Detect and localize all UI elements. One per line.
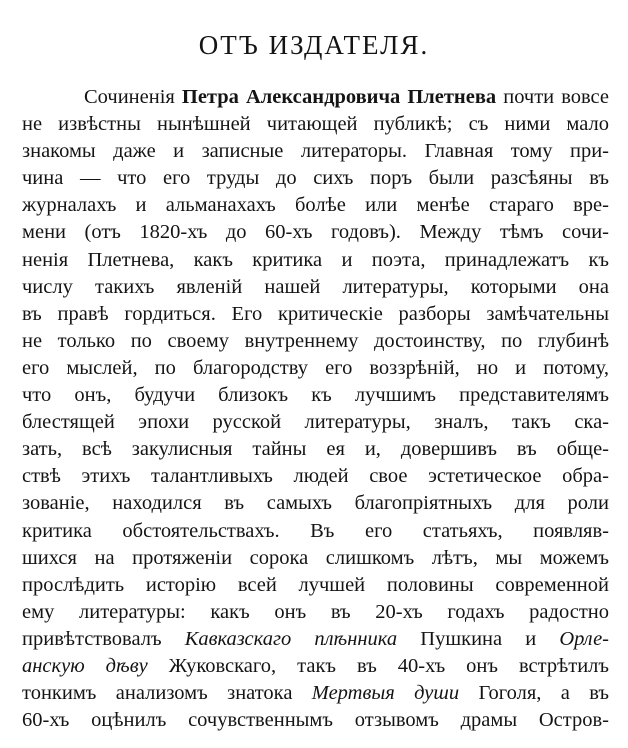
text-segment: Сочиненія bbox=[84, 86, 182, 108]
text-segment: ему литературы: какъ онъ въ 20-хъ годахъ радостно bbox=[22, 600, 609, 623]
text-segment: чина — что его труды до сихъ поръ были разсѣяны въ bbox=[22, 167, 609, 190]
text-line bbox=[22, 518, 609, 545]
text-line bbox=[22, 165, 609, 192]
bold-name: Петра Александровича Плетнева bbox=[181, 86, 497, 108]
text-segment: не только по своему внутреннему достоинству, по глубинѣ bbox=[22, 329, 609, 352]
text-line bbox=[22, 707, 609, 734]
text-segment: шихся на протяженіи сорока слишкомъ лѣтъ, мы можемъ bbox=[22, 546, 609, 569]
italic-title: Кавказскаго плѣнника bbox=[184, 627, 398, 650]
text-segment: 60-хъ оцѣнилъ сочувственнымъ отзывомъ драмы Остров- bbox=[22, 709, 609, 732]
text-line bbox=[22, 572, 609, 599]
text-segment: мени (отъ 1820-хъ до 60-хъ годовъ). Между тѣмъ сочи- bbox=[22, 221, 609, 244]
text-line bbox=[22, 436, 609, 463]
text-segment: тонкимъ анализомъ знатока bbox=[22, 682, 312, 705]
italic-title: Орле- bbox=[559, 627, 609, 650]
text-segment: почти вовсе bbox=[496, 86, 609, 108]
text-line bbox=[22, 355, 609, 382]
text-segment: Гоголя, а въ bbox=[459, 682, 609, 705]
text-line bbox=[22, 192, 609, 219]
text-segment: знакомы даже и записные литераторы. Главная тому при- bbox=[22, 140, 609, 163]
text-line bbox=[22, 382, 609, 409]
text-line bbox=[22, 409, 609, 436]
text-segment: прослѣдить исторію всей лучшей половины современной bbox=[22, 573, 609, 596]
text-line bbox=[22, 463, 609, 490]
text-segment: его мыслей, по благородству его воззрѣній, но и потому, bbox=[22, 356, 609, 379]
text-line bbox=[22, 545, 609, 572]
text-segment: Жуковскаго, такъ въ 40-хъ онъ встрѣтилъ bbox=[147, 654, 609, 677]
text-segment: зать, всѣ закулисныя тайны ея и, довершивъ въ обще- bbox=[22, 438, 609, 461]
italic-title: Мертвыя души bbox=[311, 682, 460, 705]
text-line bbox=[22, 328, 609, 355]
page-title: ОТЪ ИЗДАТЕЛЯ. bbox=[198, 30, 430, 61]
italic-title: анскую дѣву bbox=[22, 654, 148, 677]
text-line bbox=[22, 680, 609, 707]
body-text bbox=[22, 84, 609, 734]
text-line bbox=[22, 274, 609, 301]
text-segment: критика обстоятельствахъ. Въ его статьяхъ, появляв- bbox=[22, 519, 609, 542]
text-segment: что онъ, будучи близокъ къ лучшимъ представителямъ bbox=[22, 384, 609, 407]
text-line bbox=[22, 247, 609, 274]
text-line bbox=[22, 219, 609, 246]
text-segment: Пушкина и bbox=[397, 627, 560, 650]
text-segment: привѣтствовалъ bbox=[22, 627, 185, 650]
text-segment: зованіе, находился въ самыхъ благопріятныхъ для роли bbox=[22, 492, 609, 515]
text-segment: не извѣстны нынѣшней читающей публикѣ; съ ними мало bbox=[22, 113, 609, 136]
text-segment: ствѣ этихъ талантливыхъ людей свое эстетическое обра- bbox=[22, 465, 609, 488]
text-segment: въ правѣ гордиться. Его критическіе разборы замѣчательны bbox=[22, 302, 609, 325]
text-segment: блестящей эпохи русской литературы, зналъ, такъ ска- bbox=[22, 411, 609, 434]
text-line bbox=[22, 626, 609, 653]
text-segment: числу такихъ явленій нашей литературы, которыми она bbox=[22, 275, 609, 298]
text-line bbox=[22, 138, 609, 165]
text-line bbox=[22, 653, 609, 680]
text-line bbox=[22, 301, 609, 328]
text-line bbox=[22, 490, 609, 517]
text-line bbox=[22, 84, 609, 111]
text-line bbox=[22, 599, 609, 626]
text-segment: ненія Плетнева, какъ критика и поэта, принадлежатъ къ bbox=[22, 248, 609, 271]
text-segment: журналахъ и альманахахъ болѣе или менѣе стараго вре- bbox=[22, 194, 609, 217]
text-line bbox=[22, 111, 609, 138]
